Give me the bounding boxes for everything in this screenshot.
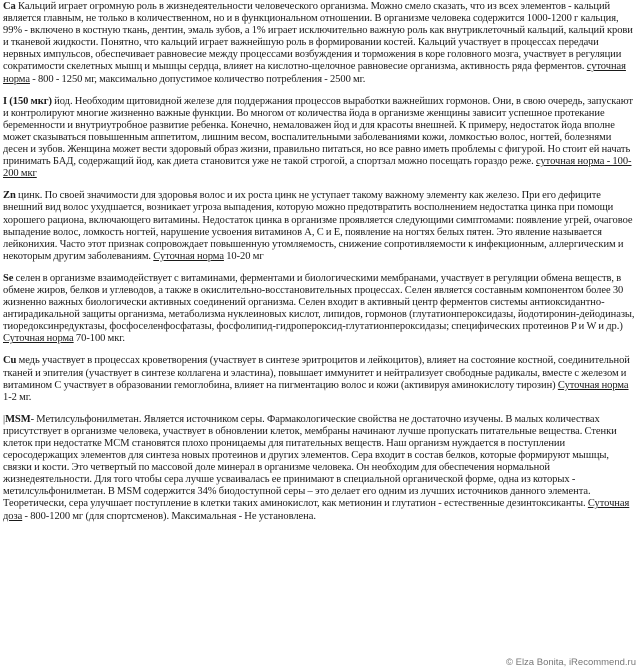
- daily-norm-label: суточная норма: [536, 156, 605, 168]
- element-symbol: Ca: [3, 1, 16, 12]
- watermark: © Elza Bonita, iRecommend.ru: [505, 657, 636, 668]
- daily-norm-value: 10-20 мг: [223, 250, 264, 262]
- daily-norm-value: 70-100 мкг.: [73, 333, 125, 345]
- element-symbol: Se: [3, 272, 14, 284]
- daily-norm-value: 1-2 мг.: [3, 391, 32, 403]
- element-symbol: I (150 мкг): [3, 95, 52, 107]
- daily-norm-label: Суточная доза: [3, 498, 630, 522]
- document-page: [3, 1, 635, 533]
- paragraph-text: йод. Необходим щитовидной железе для поддержания процессов выработки важнейших гормонов. Они, в свою очередь, запускают и контролируют многие жизненно важные функции. Во многом от количества йода в организме женщины зависит успешное протекание беременности и внутриутробное развитие ребенка. Конечно, немаловажен йод и для красоты внешней. К примеру, недостаток йода вполне может сказываться повышенным аппетитом, лишним весом, воспалительными заболеваниями кожи, ломкостью волос, ногтей, болезнями десен и зубов. Женщина может вести здоровый образ жизни, правильно питаться, но все равно иметь проблемы с фигурой. Но стоит ей начать принимать БАД, содержащий йод, как диета становится уже не такой строгой, а спортзал можно посещать гораздо реже.: [3, 95, 633, 168]
- text-cursor: |: [3, 413, 6, 425]
- paragraph-text: медь участвует в процессах кроветворения (участвует в синтезе эритроцитов и лейкоцитов), влияет на состояние костной, соединительной тканей и эпителия (участвует в синтезе коллагена и эластина), повышает иммунитет и нейтрализует свободные радикалы, вместе с железом и витамином С участвует в образовании гемоглобина, влияет на пигментацию волос и кожи (активируя аминокислоту тирозин): [3, 355, 630, 391]
- daily-norm-label: Суточная норма: [153, 250, 224, 262]
- element-symbol: MSM: [5, 413, 31, 425]
- paragraph-msm: [3, 414, 635, 523]
- paragraph-zinc: [3, 190, 635, 263]
- paragraph-text: цинк. По своей значимости для здоровья волос и их роста цинк не уступает такому важному элементу как железо. При его дефиците внешний вид волос ухудшается, возникает угроза выпадения, которую можно предотвратить восполнением недостатка цинка при помощи хорошего рациона, включающего витамины. Недостаток цинка в организме проявляется следующими симптомами: появление угрей, очаговое выпадение волос, ломкость ногтей, нарушение усвоения витаминов А, С и Е, появление на ногтях белых пятен. Это явление называется лейконихия. Часто этот признак сопровождает повышенную утомляемость, снижение сопротивляемости к инфекционным, аллергическим и некоторым другим заболеваниям.: [3, 190, 633, 262]
- paragraph-text: селен в организме взаимодействует с витаминами, ферментами и биологическими мембранами, участвует в регуляции обмена веществ, в обмене жиров, белков и углеводов, а также в окислительно-восстановительных процессах. Селен является составным компонентом более 30 жизненно важных биологически активных соединений организма. Селен входит в активный центр ферментов системы антиоксидантно-антирадикальной защиты организма, метаболизма нуклеиновых кислот, липидов, гормонов (глутатионпероксидазы, йодотиронин-дейодиназы, тиоредоксинредуктазы, фосфоселенфосфатазы, фосфолипид-гидропероксид-глутатионпероксидазы; специфических протеинов P и W и др.): [3, 272, 635, 333]
- daily-norm-value: - 100-200 мкг: [3, 156, 632, 180]
- element-symbol: Cu: [3, 355, 17, 367]
- paragraph-selenium: [3, 273, 635, 346]
- daily-norm-value: - 800-1200 мг (для спортсменов). Максимальная - Не установлена.: [22, 510, 316, 522]
- paragraph-iodine: [3, 96, 635, 181]
- paragraph-text: Кальций играет огромную роль в жизнедеятельности человеческого организма. Можно смело сказать, что из всех элементов - кальций является главным, не только в количественном, но и в функциональном отношении. В организме человека содержится 1000-1200 г кальция, 99% - включено в костную ткань, дентин, эмаль зубов, а 1% играет исключительно важную роль как внутриклеточный кальций, кальций крови и тканевой жидкости. Понятно, что кальций играет важнейшую роль в формировании костей. Кальций участвует в процессах передачи нервных импульсов, обеспечивает равновесие между процессами возбуждения и торможения в коре головного мозга, участвует в регуляции сократимости скелетных мышц и мышцы сердца, влияет на кислотно-щелочное равновесие организма, активность ряда ферментов.: [3, 1, 633, 73]
- daily-norm-value: - 800 - 1250 мг, максимально допустимое количество потребления - 2500 мг.: [29, 73, 366, 85]
- paragraph-text: - Метилсульфонилметан. Является источником серы. Фармакологические свойства не достаточно изучены. В малых количествах присутствует в организме человека, участвует в обновлении клеток, мембраны начинают лучше пропускать питательные вещества. Стенки клеток при недостатке МСМ становятся плохо проницаемы для питательных веществ. Наш организм нуждается в поступлении серосодержащих элементов для синтеза новых протеинов и других элементов. Сера входит в состав белков, которые формируют мышцы, связки и кости. Это четвертый по массовой доле минерал в организме человека. Он необходим для обеспечения нормальной жизнедеятельности. Для того чтобы сера лучше усваивалась ее принимают в специальной органической форме, одна из которых - метилсульфонилметан. В MSM содержится 34% биодоступной серы – это делает его одним из лучших источников данного элемента. Теоретически, сера улучшает поступление в клетки таких аминокислот, как метионин и глутатион - естественные дезинтоксиканты.: [3, 413, 617, 510]
- paragraph-copper: [3, 355, 635, 403]
- daily-norm-label: Суточная норма: [3, 333, 74, 345]
- daily-norm-label: Суточная норма: [557, 379, 629, 391]
- paragraph-calcium: [3, 1, 635, 86]
- element-symbol: Zn: [3, 190, 16, 202]
- daily-norm-label: суточная норма: [3, 61, 626, 85]
